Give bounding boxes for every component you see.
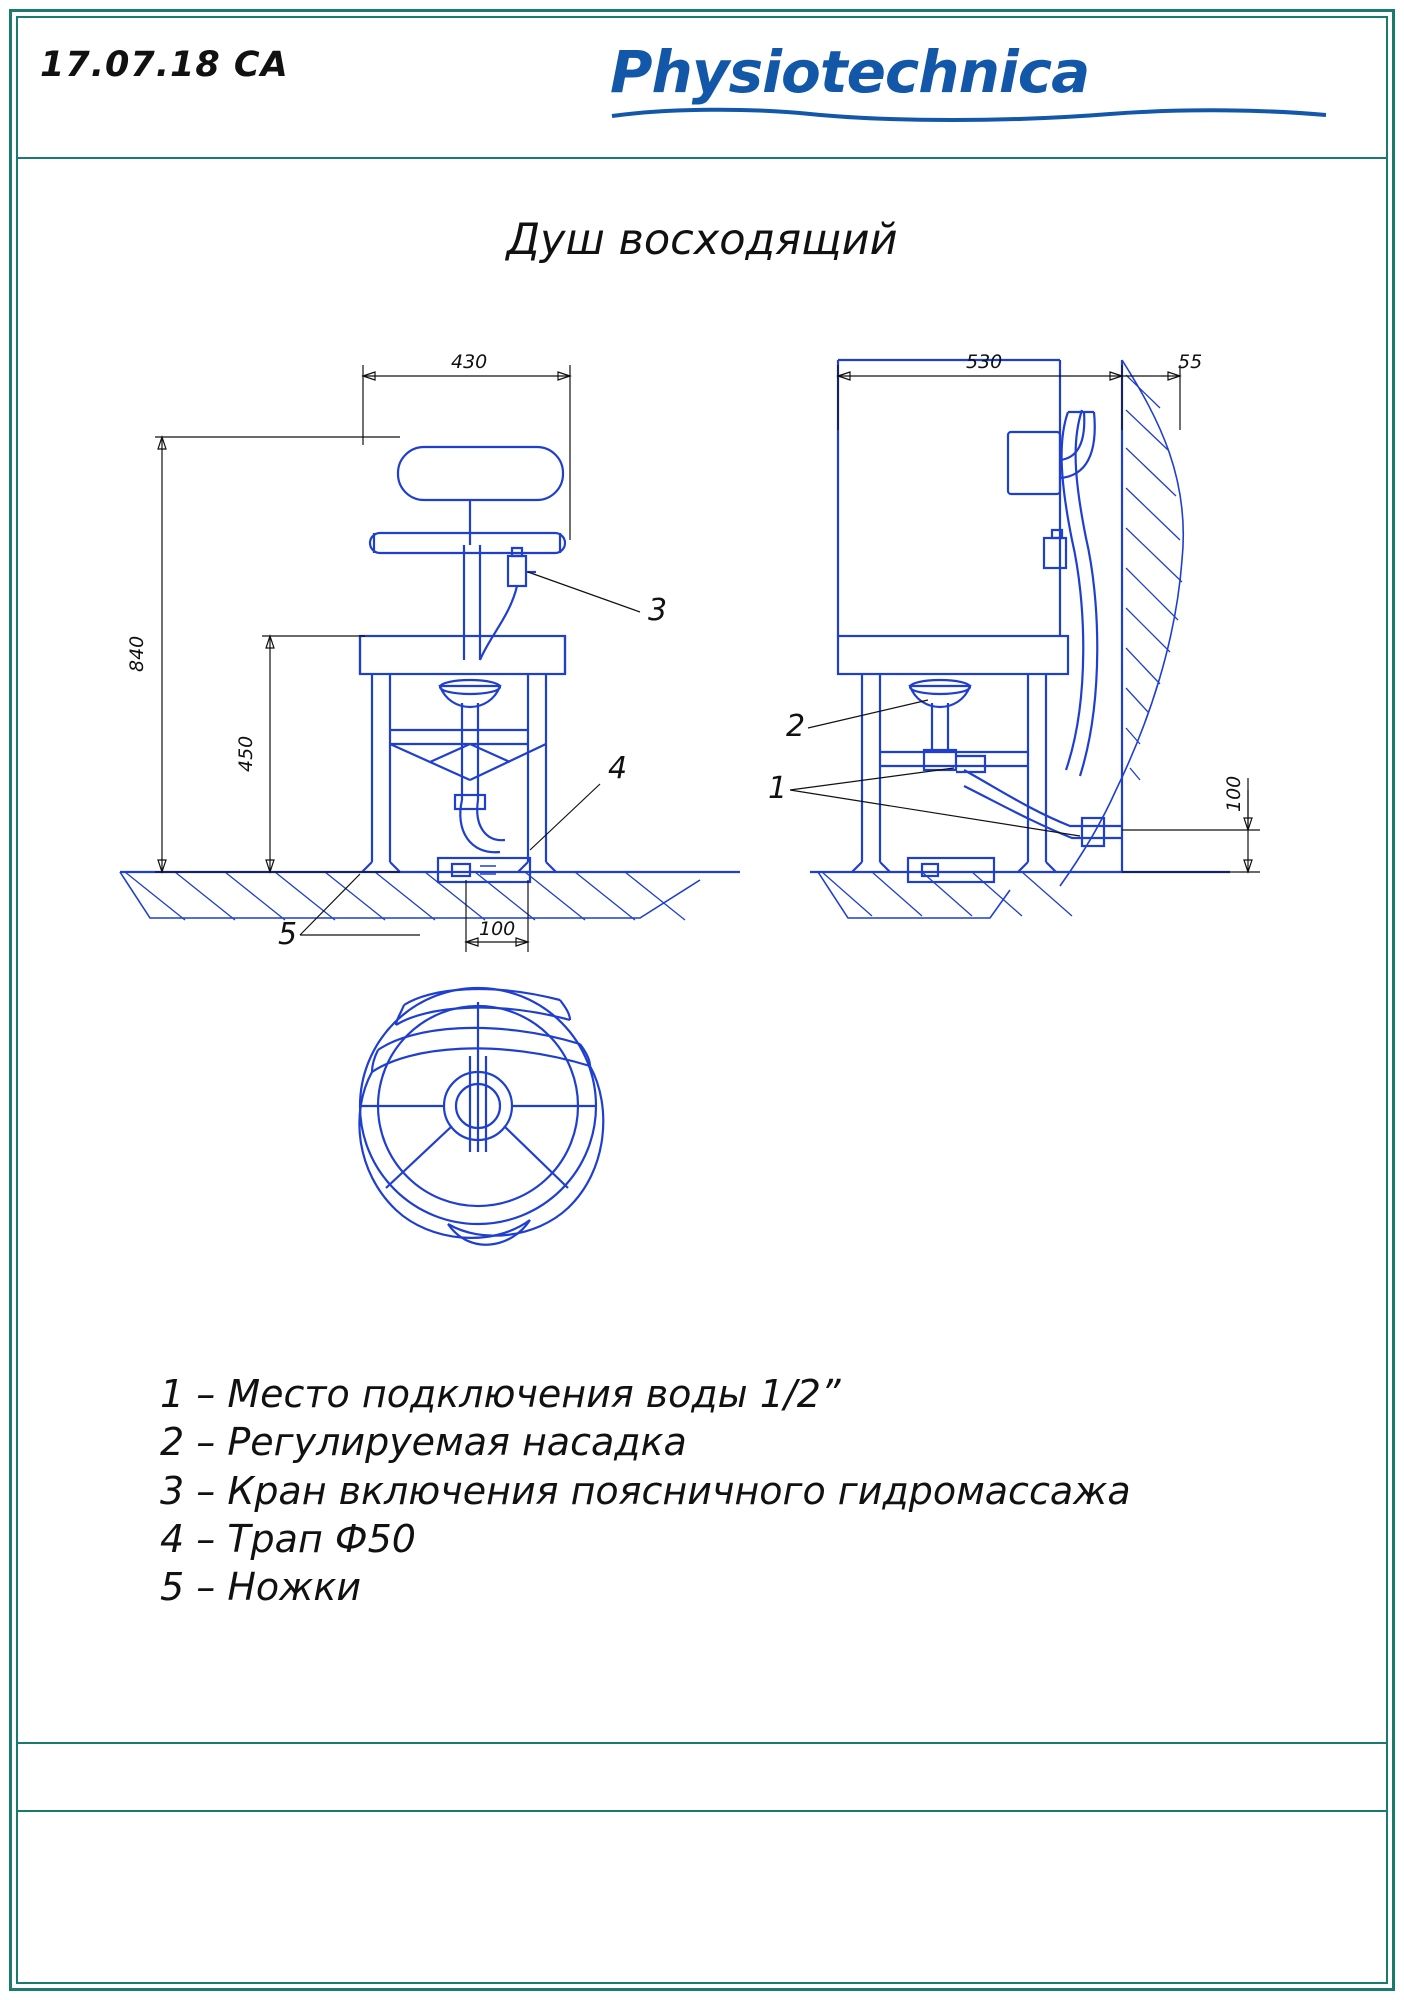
logo-underline-icon (610, 106, 1330, 124)
dim-front-height-total: 840 (126, 635, 148, 672)
legend-item-5: 5 – Ножки (160, 1565, 362, 1609)
dim-side-height: 100 (1223, 775, 1245, 812)
callout-5: 5 (278, 917, 298, 952)
callout-3: 3 (648, 593, 668, 628)
header-divider (17, 157, 1387, 159)
date-label: 17.07.18 CA (40, 45, 289, 85)
sheet-border-inner (16, 16, 1388, 1984)
footer-divider (17, 1742, 1387, 1744)
legend-item-1: 1 – Место подключения воды 1/2” (160, 1372, 841, 1416)
dim-side-width: 530 (966, 351, 1003, 373)
company-logo (610, 38, 1330, 118)
dim-front-base: 100 (479, 918, 516, 940)
callout-1: 1 (768, 771, 788, 806)
legend-item-3: 3 – Кран включения поясничного гидромассажа (160, 1468, 1131, 1513)
footer-divider-second (17, 1810, 1387, 1812)
legend-item-4: 4 – Трап Ф50 (160, 1516, 416, 1561)
callout-2: 2 (786, 709, 806, 744)
dim-front-width: 430 (451, 351, 488, 373)
legend-list (160, 1370, 1310, 1611)
dim-side-wall: 55 (1178, 351, 1203, 373)
page-title: Душ восходящий (506, 215, 898, 265)
legend-item-2: 2 – Регулируемая насадка (160, 1420, 687, 1465)
company-logo-text: Physiotechnica (610, 38, 1090, 106)
callout-4: 4 (608, 751, 628, 786)
dim-front-seat-height: 450 (235, 735, 257, 772)
